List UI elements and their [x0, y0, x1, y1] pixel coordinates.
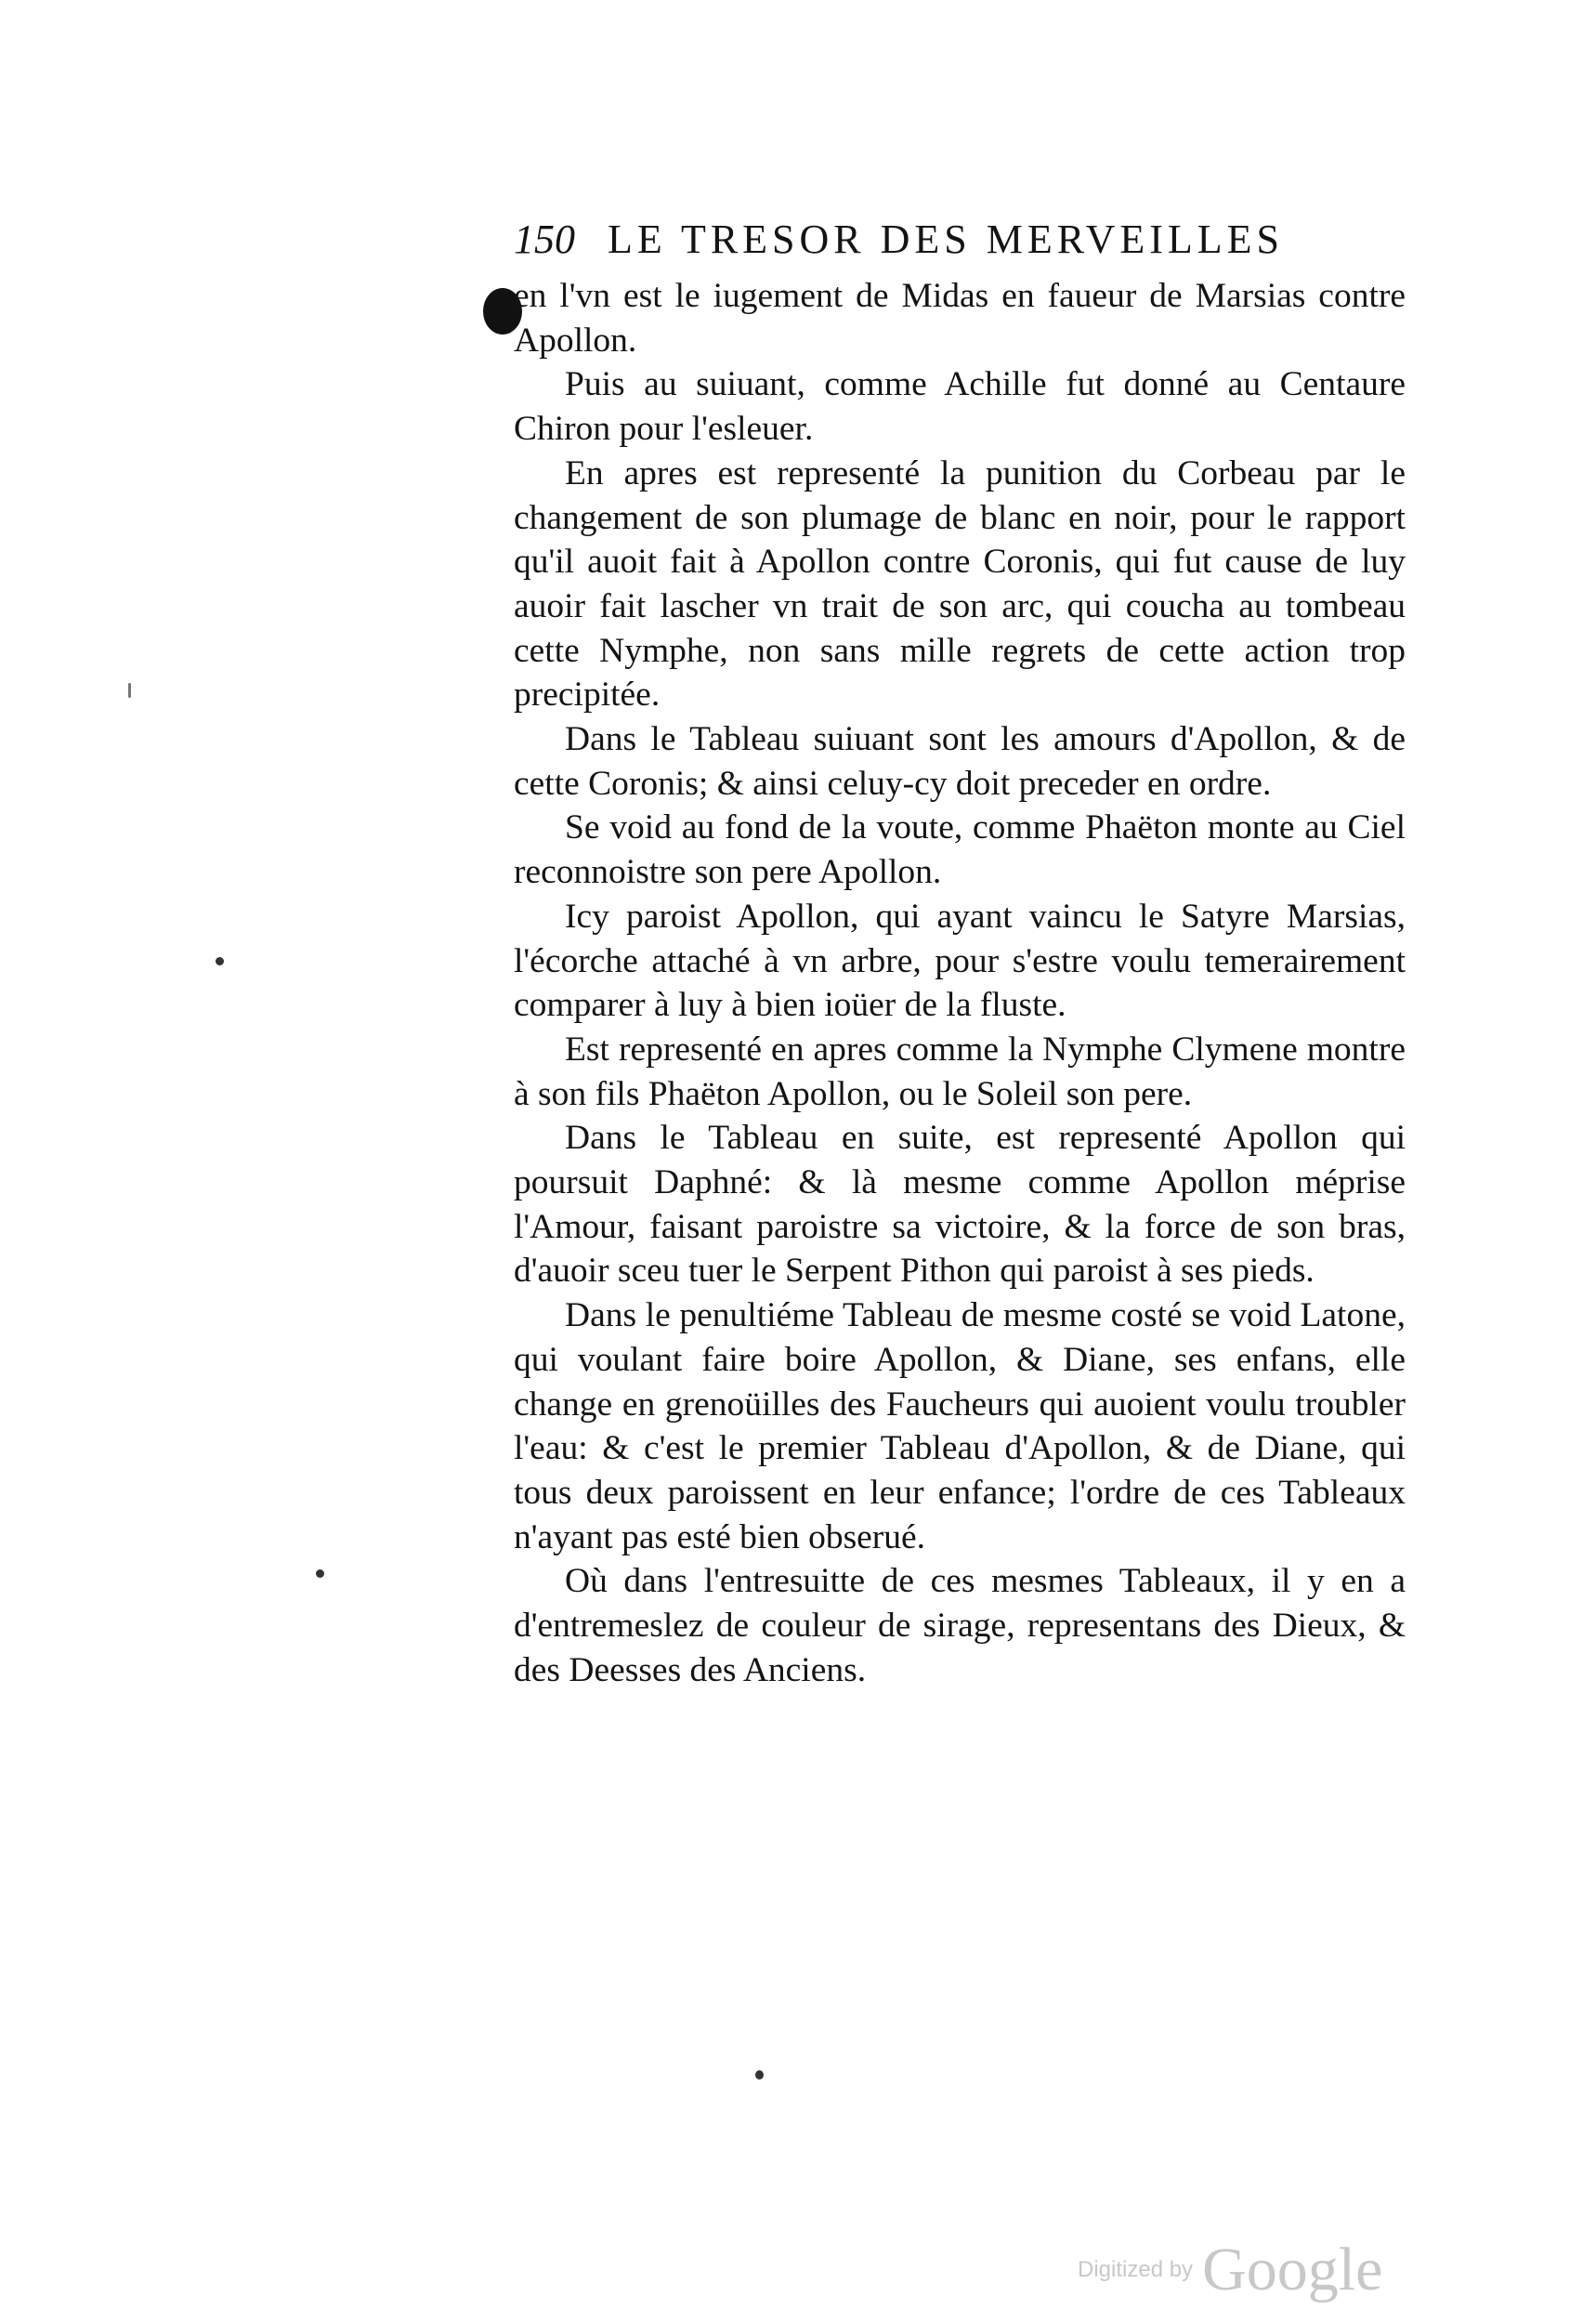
paragraph: Se void au fond de la voute, comme Phaëton monte au Ciel reconnoistre son pere Apollon. — [514, 808, 1406, 892]
paragraph: Dans le penultiéme Tableau de mesme costé se void Latone, qui voulant faire boire Apollon, & Diane, ses enfans, elle change en grenoüilles des Faucheurs qui auoient voulu troubler l'eau: & c'est le premier Tableau d'Apollon, & de Diane, qui tous deux paroissent en leur enfance; l'ordre de ces Tableaux n'ayant pas esté bien obserué. — [514, 1296, 1406, 1556]
stray-ink-dot — [755, 2070, 764, 2080]
running-head-title: LE TRESOR DES MERVEILLES — [608, 217, 1285, 262]
page-number: 150 — [514, 217, 575, 262]
paragraph: en l'vn est le iugement de Midas en faueur de Marsias contre Apollon. — [514, 277, 1406, 360]
stray-ink-dot — [128, 683, 131, 698]
body-text — [514, 274, 1406, 1693]
stray-ink-dot — [216, 957, 224, 965]
paragraph: Icy paroist Apollon, qui ayant vaincu le Satyre Marsias, l'écorche attaché à vn arbre, pour s'estre voulu temerairement comparer à luy à bien ioüer de la fluste. — [514, 897, 1406, 1025]
running-head — [514, 210, 1313, 269]
stray-ink-dot — [316, 1569, 324, 1578]
digitized-by-google-watermark — [1078, 2235, 1449, 2309]
paragraph: En apres est representé la punition du Corbeau par le changement de son plumage de blanc en noir, pour le rapport qu'il auoit fait à Apollon contre Coronis, qui fut cause de luy auoir fait lascher vn trait de son arc, qui coucha au tombeau cette Nymphe, non sans mille regrets de cette action trop precipitée. — [514, 453, 1406, 715]
paragraph: Puis au suiuant, comme Achille fut donné au Centaure Chiron pour l'esleuer. — [514, 365, 1406, 449]
paragraph: Dans le Tableau suiuant sont les amours d'Apollon, & de cette Coronis; & ainsi celuy-cy doit preceder en ordre. — [514, 720, 1406, 803]
watermark-digitized-label: Digitized by — [1078, 2257, 1194, 2282]
paragraph: Dans le Tableau en suite, est representé Apollon qui poursuit Daphné: & là mesme comme Apollon méprise l'Amour, faisant paroistre sa victoire, & la force de son bras, d'auoir sceu tuer le Serpent Pithon qui paroist à ses pieds. — [514, 1119, 1406, 1291]
paragraph: Est representé en apres comme la Nymphe Clymene montre à son fils Phaëton Apollon, ou le Soleil son pere. — [514, 1030, 1406, 1113]
google-logo: Google — [1202, 2236, 1383, 2303]
paragraph: Où dans l'entresuitte de ces mesmes Tableaux, il y en a d'entremeslez de couleur de sirage, representans des Dieux, & des Deesses des Anciens. — [514, 1562, 1406, 1689]
